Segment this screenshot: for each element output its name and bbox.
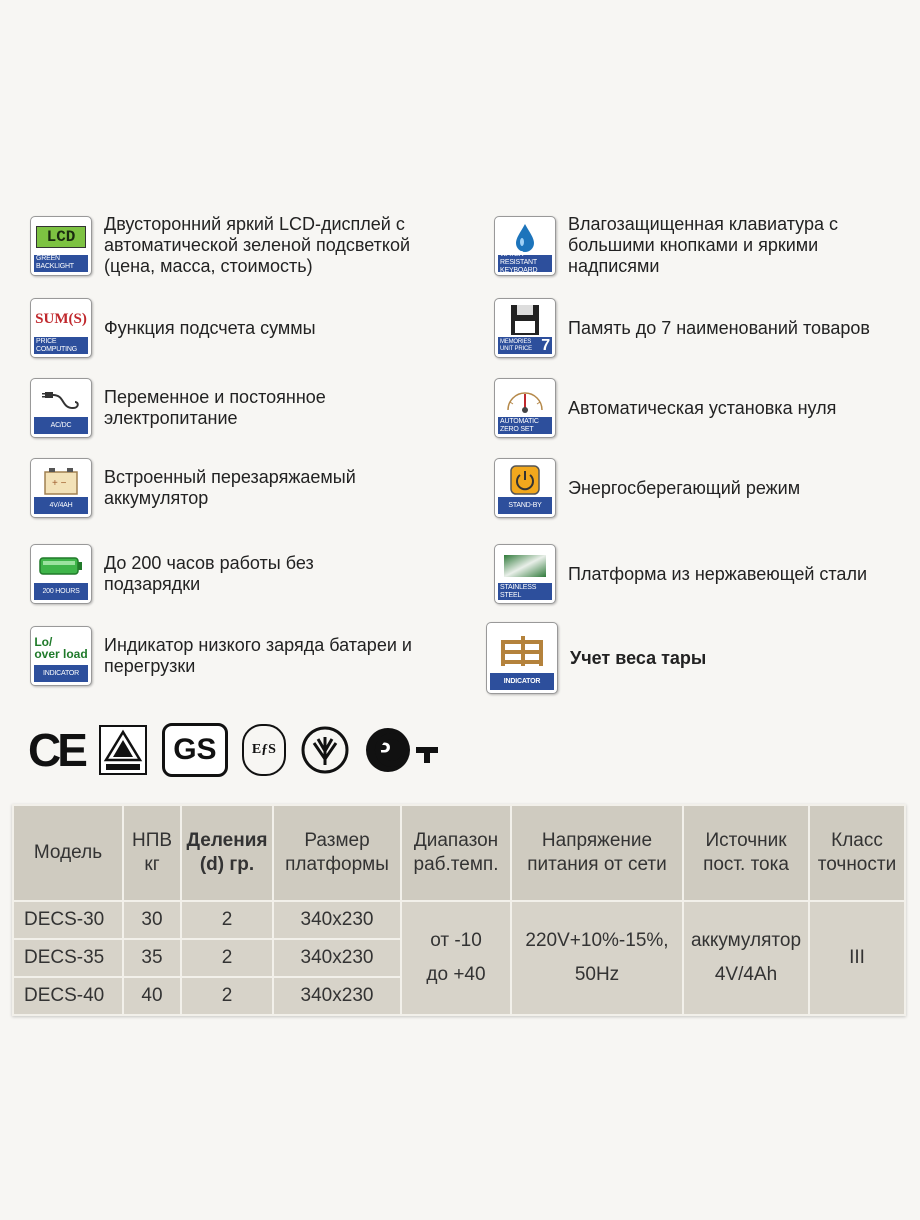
- cell-dc-source: аккумулятор 4V/4Ah: [683, 901, 809, 1015]
- feature-text: Встроенный перезаряжаемый аккумулятор: [104, 467, 356, 508]
- steel-plate-icon: STAINLESS STEEL: [494, 544, 556, 604]
- memory-floppy-icon: MEMORIES UNIT PRICE 7: [494, 298, 556, 358]
- feature-text: До 200 часов работы без подзарядки: [104, 553, 314, 594]
- feature-sum: [30, 298, 316, 358]
- feature-text: Переменное и постоянное электропитание: [104, 387, 326, 428]
- battery-icon: + − 4V/4AH: [30, 458, 92, 518]
- ce-mark-icon: CE: [28, 724, 84, 776]
- svg-text:+ −: + −: [52, 477, 67, 489]
- header-temp-range: Диапазон раб.темп.: [401, 805, 511, 901]
- header-platform-size: Размер платформы: [273, 805, 401, 901]
- cell-div: 2: [181, 977, 273, 1015]
- feature-standby: [494, 458, 800, 518]
- feature-text: Энергосберегающий режим: [568, 477, 801, 498]
- cell-voltage: 220V+10%-15%, 50Hz: [511, 901, 683, 1015]
- spec-table: [12, 804, 906, 1016]
- feature-battery: [30, 458, 356, 518]
- cell-npv: 30: [123, 901, 181, 939]
- eac-leaf-icon: [300, 724, 350, 776]
- cell-model: DECS-30: [13, 901, 123, 939]
- cell-model: DECS-40: [13, 977, 123, 1015]
- cell-npv: 35: [123, 939, 181, 977]
- feature-text: Индикатор низкого заряда батареи и перегрузки: [104, 635, 412, 676]
- header-dc-source: Источник пост. тока: [683, 805, 809, 901]
- pct-gost-icon: [364, 724, 440, 776]
- zero-set-icon: AUTOMATIC ZERO SET: [494, 378, 556, 438]
- table-row: [13, 901, 905, 939]
- feature-200-hours: [30, 544, 314, 604]
- feature-text: Двусторонний яркий LCD-дисплей с автоматической зеленой подсветкой (цена, масса, стоимость): [104, 214, 411, 276]
- header-model: Модель: [13, 805, 123, 901]
- feature-text: Учет веса тары: [570, 647, 707, 668]
- standby-power-icon: STAND-BY: [494, 458, 556, 518]
- feature-low-battery: [30, 626, 412, 686]
- feature-zero-set: [494, 378, 836, 438]
- cell-size: 340x230: [273, 977, 401, 1015]
- header-npv: НПВ кг: [123, 805, 181, 901]
- tuv-triangle-icon: [98, 724, 148, 776]
- header-divisions: Деления (d) гр.: [181, 805, 273, 901]
- header-voltage: Напряжение питания от сети: [511, 805, 683, 901]
- cell-size: 340x230: [273, 901, 401, 939]
- sum-icon: SUM(S) PRICE COMPUTING: [30, 298, 92, 358]
- cell-npv: 40: [123, 977, 181, 1015]
- efs-mark-icon: EƒS: [242, 724, 286, 776]
- cell-div: 2: [181, 901, 273, 939]
- header-accuracy-class: Класс точности: [809, 805, 905, 901]
- cell-accuracy-class: III: [809, 901, 905, 1015]
- cell-model: DECS-35: [13, 939, 123, 977]
- power-plug-icon: AC/DC: [30, 378, 92, 438]
- feature-text: Влагозащищенная клавиатура с большими кнопками и яркими надписями: [568, 214, 838, 276]
- cell-size: 340x230: [273, 939, 401, 977]
- feature-memory: [494, 298, 870, 358]
- table-header-row: [13, 805, 905, 901]
- feature-text: Платформа из нержавеющей стали: [568, 563, 867, 584]
- lcd-icon: LCD GREEN BACKLIGHT: [30, 216, 92, 276]
- water-drop-icon: WATER-RESISTANT KEYBOARD: [494, 216, 556, 276]
- feature-text: Автоматическая установка нуля: [568, 397, 837, 418]
- gs-mark-icon: GS: [162, 724, 228, 776]
- feature-acdc: [30, 378, 326, 438]
- feature-text: Функция подсчета суммы: [104, 317, 316, 338]
- tare-indicator-icon: INDICATOR: [486, 622, 558, 694]
- feature-steel: [494, 544, 867, 604]
- cell-div: 2: [181, 939, 273, 977]
- battery-charge-icon: 200 HOURS: [30, 544, 92, 604]
- svg-text:P: P: [375, 738, 391, 763]
- feature-text: Память до 7 наименований товаров: [568, 317, 870, 338]
- feature-lcd: [30, 214, 410, 277]
- feature-tare: [486, 622, 706, 694]
- feature-keyboard: [494, 214, 838, 277]
- cell-temp-range: от -10 до +40: [401, 901, 511, 1015]
- certification-logos: [28, 724, 440, 776]
- low-battery-indicator-icon: Lo/ over load INDICATOR: [30, 626, 92, 686]
